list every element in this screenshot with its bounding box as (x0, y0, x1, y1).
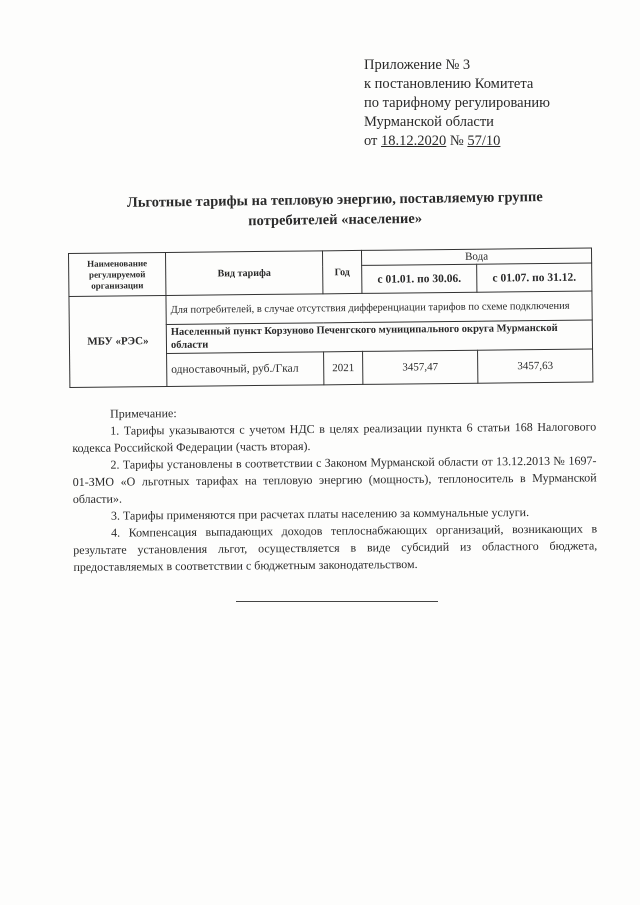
tariff-type-cell: одноставочный, руб./Гкал (167, 352, 324, 387)
appendix-block (364, 56, 550, 151)
condition-text: Для потребителей, в случае отсутствия дифференциации тарифов по схеме подключения (166, 291, 592, 324)
note-item-4: 4. Компенсация выпадающих доходов теплоснабжающих организаций, возникающих в результате установления льгот, осуществляется в виде субсидий из областного бюджета, предоставляемых в соответствии с бюджетным законодательством. (73, 521, 598, 574)
header-period-1: с 01.01. по 30.06. (362, 265, 477, 294)
appendix-number-sign: № (449, 133, 464, 149)
header-period-2: с 01.07. по 31.12. (477, 263, 592, 292)
org-name: МБУ «РЭС» (69, 295, 167, 387)
notes-block (72, 401, 597, 576)
year-cell: 2021 (324, 351, 363, 384)
appendix-number: 57/10 (467, 133, 501, 149)
value-period-2: 3457,63 (478, 349, 593, 383)
notes-heading: Примечание: (110, 406, 177, 421)
locality-text: Населенный пункт Корзуново Печенгского муниципального округа Мурманской области (166, 320, 592, 353)
header-water: Вода (361, 248, 591, 266)
header-org: Наименование регулируемой организации (69, 252, 166, 296)
header-tariff-type: Вид тарифа (165, 251, 322, 296)
appendix-from: от (364, 133, 378, 149)
appendix-date-line (364, 132, 550, 151)
signature-line (236, 601, 438, 602)
tariff-table (68, 248, 593, 388)
appendix-line-2: к постановлению Комитета (364, 76, 534, 92)
note-item-2: 2. Тарифы установлены в соответствии с Законом Мурманской области от 13.12.2013 № 1697-01-ЗМО «О льготных тарифах на тепловую энергию (мощность), теплоноситель в Мурманской области». (72, 453, 597, 506)
appendix-line-1: Приложение № 3 (364, 57, 471, 73)
appendix-date: 18.12.2020 (381, 133, 447, 149)
appendix-line-4: Мурманской области (364, 114, 494, 130)
header-year: Год (322, 250, 361, 293)
note-item-3: 3. Тарифы применяются при расчетах платы населению за коммунальные услуги. (110, 505, 530, 523)
document-title: Льготные тарифы на тепловую энергию, поставляемую группе потребителей «население» (126, 189, 543, 230)
value-period-1: 3457,47 (363, 350, 478, 384)
note-item-1: 1. Тарифы указываются с учетом НДС в целях реализации пункта 6 статьи 168 Налогового кодекса Российской Федерации (часть вторая). (72, 419, 597, 455)
appendix-line-3: по тарифному регулированию (364, 95, 550, 111)
